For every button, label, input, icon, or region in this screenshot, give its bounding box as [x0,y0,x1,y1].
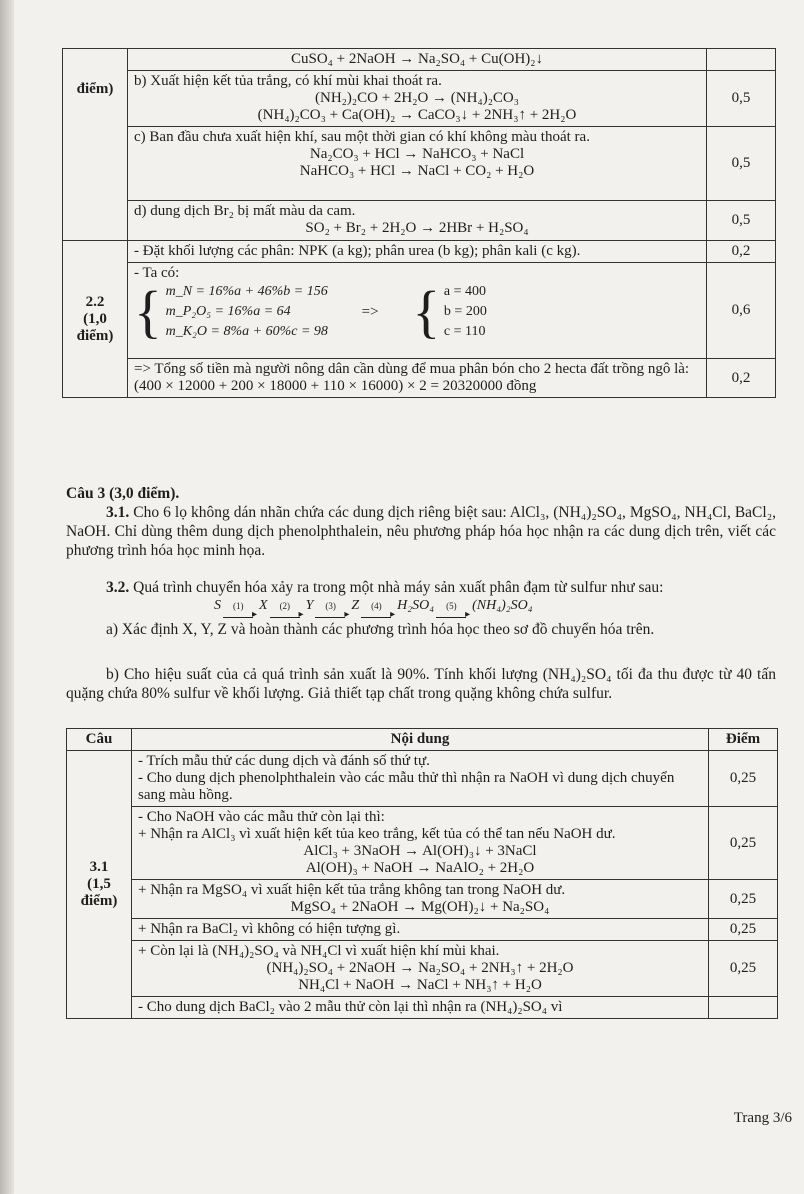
answer-equation: Al(OH)₃ + NaOH → NaAlO₂ + 2H₂O [305,860,535,876]
question-3-2 [66,578,776,597]
total-cost-text: => Tổng số tiền mà người nông dân cần dùng để mua phân bón cho 2 hecta đất trồng ngô là: [134,361,690,377]
conversion-scheme [214,598,533,614]
answer-table-top [62,48,776,398]
row-system [128,263,707,359]
scheme-species: X [259,598,268,613]
row-c-text: c) Ban đầu chưa xuất hiện khí, sau một thời gian có khí không màu thoát ra. [134,129,590,145]
row-d-equation: SO₂ + Br₂ + 2H₂O → 2HBr + H₂SO₄ [305,220,529,236]
answer-row-6: - Cho dung dịch BaCl₂ vào 2 mẫu thử còn lại thì nhận ra (NH₄)₂SO₄ vì [132,997,709,1019]
question-part-b: b) Cho hiệu suất của cả quá trình sản xuất là 90%. Tính khối lượng (NH₄)₂SO₄ tối đa thu được từ 40 tấn quặng chứa 80% sulfur về khối lượng. Giả thiết tạp chất trong quặng không chứa sulfur. [66,666,776,702]
question-part-a: a) Xác định X, Y, Z và hoàn thành các phương trình hóa học theo sơ đồ chuyển hóa trên. [106,621,655,638]
answer-line: + Nhận ra AlCl₃ vì xuất hiện kết tủa keo trắng, kết tủa có thể tan nếu NaOH dư. [138,826,616,842]
step-number: (3) [325,601,336,611]
answer-equation: AlCl₃ + 3NaOH → Al(OH)₃↓ + 3NaCl [303,843,537,859]
answer-equation: NH₄Cl + NaOH → NaCl + NH₃↑ + H₂O [298,977,542,993]
page-edge-shadow [0,0,14,1194]
row-c-equation: Na₂CO₃ + HCl → NaHCO₃ + NaCl [309,146,525,162]
answer-row-5 [132,941,709,997]
system-line: c = 110 [443,324,486,339]
scheme-species: H₂SO₄ [397,598,435,613]
row-b [128,71,707,127]
answer-equation: MgSO₄ + 2NaOH → Mg(OH)₂↓ + Na₂SO₄ [290,899,550,915]
section-points: điểm) [80,893,118,909]
part-number: 3.1. [106,504,130,521]
score: 0,6 [707,263,776,359]
score: 0,2 [707,241,776,263]
equation-row-a: CuSO₄ + 2NaOH → Na₂SO₄ + Cu(OH)₂↓ [128,49,707,71]
score: 0,5 [707,201,776,241]
system-line: b = 200 [443,304,487,319]
equation-system-right [444,282,487,342]
answer-line: + Nhận ra MgSO₄ vì xuất hiện kết tủa trắng không tan trong NaOH dư. [138,882,566,898]
row-c-equation: NaHCO₃ + HCl → NaCl + CO₂ + H₂O [299,163,535,179]
answer-equation: (NH₄)₂SO₄ + 2NaOH → Na₂SO₄ + 2NH₃↑ + 2H₂O [266,960,574,976]
row-b-equation: (NH₂)₂CO + 2H₂O → (NH₄)₂CO₃ [315,90,519,106]
row-c [128,127,707,201]
left-brace: { [134,279,162,344]
score: 0,25 [709,807,778,880]
answer-line: - Cho dung dịch phenolphthalein vào các mẫu thử thì nhận ra NaOH vì dung dịch chuyển sang màu hồng. [138,770,675,803]
answer-row-3 [132,880,709,919]
total-cost-equation: (400 × 12000 + 200 × 18000 + 110 × 16000) × 2 = 20320000 đồng [134,378,537,394]
answer-row-2 [132,807,709,880]
section-number: 3.1 [89,859,109,875]
header-diem: Điểm [709,729,778,751]
equation-system-left [166,282,328,342]
scheme-species: Z [351,598,360,613]
section-label: điểm) [76,81,114,97]
section-label-3-1 [67,751,132,1019]
document-page [14,0,804,1194]
step-number: (5) [446,601,457,611]
score: 0,2 [707,359,776,398]
answer-line: + Còn lại là (NH₄)₂SO₄ và NH₄Cl vì xuất hiện khí mùi khai. [138,943,500,959]
system-line: a = 400 [443,284,487,299]
section-points: (1,0 [83,310,107,327]
ta-co-label: - Ta có: [134,265,180,281]
score: 0,25 [709,941,778,997]
left-brace: { [412,279,441,344]
section-points: điểm) [76,327,114,344]
system-line: m_P₂O₅ = 16%a = 64 [165,304,291,319]
score: 0,25 [709,919,778,941]
implies-arrow: => [361,303,379,320]
section-number: 2.2 [85,293,105,310]
part-number: 3.2. [106,579,130,596]
system-line: m_N = 16%a + 46%b = 156 [165,284,328,299]
header-noi-dung: Nội dung [132,729,709,751]
section-points: (1,5 [87,876,111,892]
row-set-mass: - Đặt khối lượng các phân: NPK (a kg); phân urea (b kg); phân kali (c kg). [128,241,707,263]
system-line: m_K₂O = 8%a + 60%c = 98 [165,324,328,339]
step-number: (4) [371,601,382,611]
question-3-1 [66,503,776,560]
answer-line: - Cho NaOH vào các mẫu thử còn lại thì: [138,809,385,825]
score: 0,25 [709,751,778,807]
answer-row-1 [132,751,709,807]
question-title: Câu 3 (3,0 điểm). [66,485,180,502]
page-number: Trang 3/6 [733,1110,792,1126]
row-b-text: b) Xuất hiện kết tủa trắng, có khí mùi khai thoát ra. [134,73,442,89]
row-b-equation: (NH₄)₂CO₃ + Ca(OH)₂ → CaCO₃↓ + 2NH₃↑ + 2H₂O [257,107,577,123]
row-d-text: d) dung dịch Br₂ bị mất màu da cam. [134,203,356,219]
step-number: (1) [233,601,244,611]
scheme-species: (NH₄)₂SO₄ [472,598,533,613]
score: 0,5 [707,71,776,127]
score: 0,5 [707,127,776,201]
answer-table-3-1 [66,728,778,1019]
row-d [128,201,707,241]
score: 0,25 [709,880,778,919]
scheme-species: S [214,598,221,613]
header-cau: Câu [67,729,132,751]
part-text: Cho 6 lọ không dán nhãn chứa các dung dịch riêng biệt sau: AlCl₃, (NH₄)₂SO₄, MgSO₄, NH₄Cl, BaCl₂, NaOH. Chỉ dùng thêm dung dịch phenolphthalein, nêu phương pháp hóa học nhận ra các dung dịch trên, viết các phương trình hóa học minh họa. [66,504,776,559]
answer-line: - Trích mẫu thử các dung dịch và đánh số thứ tự. [138,753,430,769]
section-label-2-2 [63,241,128,398]
answer-row-4: + Nhận ra BaCl₂ vì không có hiện tượng gì. [132,919,709,941]
scheme-species: Y [305,598,314,613]
row-total-cost [128,359,707,398]
step-number: (2) [279,601,291,611]
part-text: Quá trình chuyển hóa xảy ra trong một nhà máy sản xuất phân đạm từ sulfur như sau: [133,579,664,596]
